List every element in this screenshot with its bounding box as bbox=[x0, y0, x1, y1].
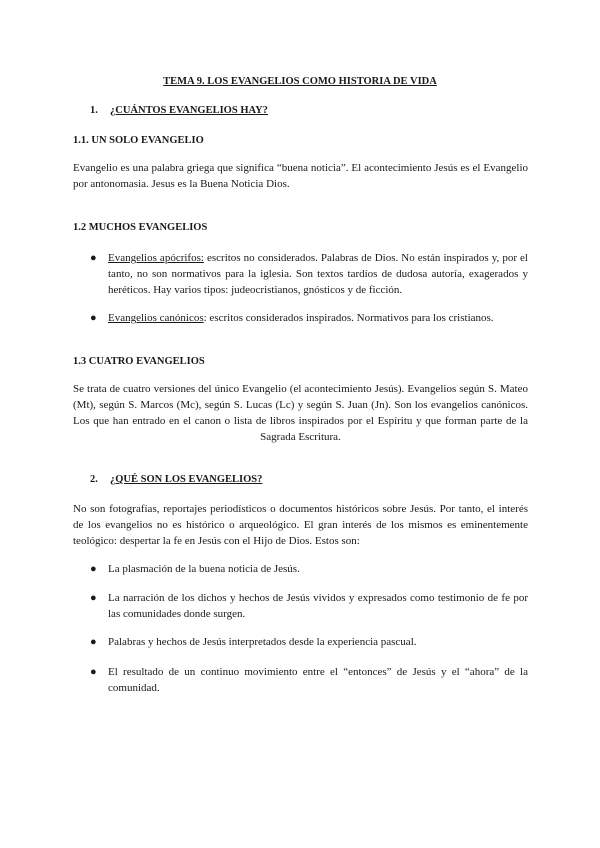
subsection-1-3-heading: 1.3 CUATRO EVANGELIOS bbox=[73, 356, 205, 367]
section-2-text: No son fotografías, reportajes periodísticos o documentos históricos sobre Jesús. Por tanto, el interés de los evangelios no es histórico o arqueológico. El gran interés de los mismos es eminentemente teológico: despertar la fe en Jesús con el Hijo de Dios. Estos son: bbox=[73, 503, 528, 547]
subsection-1-1-text: Evangelio es una palabra griega que significa “buena noticia”. El acontecimiento Jesús es el Evangelio por antonomasia. Jesus es la Buena Noticia Dios. bbox=[73, 162, 528, 190]
list-item bbox=[90, 664, 528, 696]
bullet-text: El resultado de un continuo movimiento entre el “entonces” de Jesús y el “ahora” de la comunidad. bbox=[108, 666, 528, 694]
list-item bbox=[90, 310, 528, 326]
list-item bbox=[90, 250, 528, 298]
bullet-text: La plasmación de la buena noticia de Jesús. bbox=[108, 563, 300, 575]
bullet-icon: ● bbox=[90, 312, 97, 324]
section-1-title: ¿CUÁNTOS EVANGELIOS HAY? bbox=[110, 105, 268, 116]
subsection-1-2-heading: 1.2 MUCHOS EVANGELIOS bbox=[73, 222, 208, 233]
subsection-1-1-heading: 1.1. UN SOLO EVANGELIO bbox=[73, 135, 204, 146]
subsection-1-3-text: Se trata de cuatro versiones del único Evangelio (el acontecimiento Jesús). Evangelios según S. Mateo (Mt), según S. Marcos (Mc), según S. Lucas (Lc) y según S. Juan (Jn). Son los evangelios canónicos. Los que han entrado en el canon o lista de libros inspirados por el Espíritu y que forman parte de la Sagrada Escritura. bbox=[73, 383, 528, 443]
section-1-heading bbox=[90, 103, 268, 119]
list-item bbox=[90, 561, 528, 577]
section-2-heading bbox=[90, 472, 262, 488]
bullet-icon: ● bbox=[90, 563, 97, 575]
bullet-term: Evangelios apócrifos: bbox=[108, 252, 204, 264]
bullet-text: Evangelios apócrifos: escritos no considerados. Palabras de Dios. No están inspirados y, por el tanto, no son normativos para la iglesia. Son textos tardíos de dudosa autoría, exagerados y heréticos. Hay varios tipos: judeocristianos, gnósticos y de ficción. bbox=[108, 252, 528, 296]
bullet-icon: ● bbox=[90, 252, 97, 264]
bullet-text: Evangelios canónicos: escritos considerados inspirados. Normativos para los cristianos. bbox=[108, 312, 494, 324]
list-item bbox=[90, 590, 528, 622]
bullet-icon: ● bbox=[90, 666, 97, 678]
bullet-icon: ● bbox=[90, 636, 97, 648]
bullet-text: La narración de los dichos y hechos de Jesús vividos y expresados como testimonio de fe por las comunidades donde surgen. bbox=[108, 592, 528, 620]
section-1-number: 1. bbox=[90, 105, 98, 116]
section-2-title: ¿QUÉ SON LOS EVANGELIOS? bbox=[110, 474, 263, 485]
bullet-icon: ● bbox=[90, 592, 97, 604]
bullet-text: Palabras y hechos de Jesús interpretados desde la experiencia pascual. bbox=[108, 636, 417, 648]
bullet-term: Evangelios canónicos bbox=[108, 312, 204, 324]
list-item bbox=[90, 634, 528, 650]
page-title: TEMA 9. LOS EVANGELIOS COMO HISTORIA DE VIDA bbox=[163, 76, 437, 87]
section-2-number: 2. bbox=[90, 474, 98, 485]
